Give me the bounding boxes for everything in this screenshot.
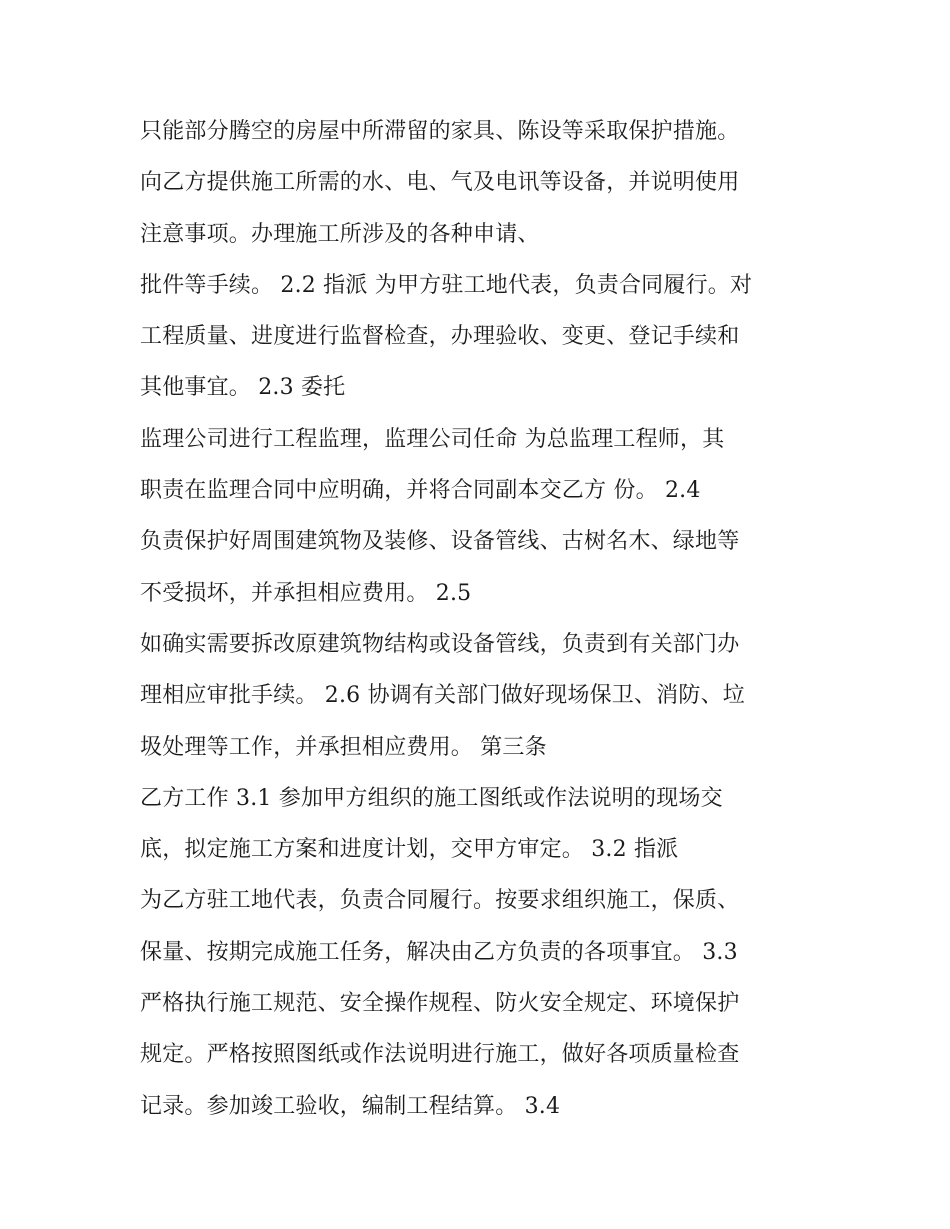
text-line: 向乙方提供施工所需的水、电、气及电讯等设备，并说明使用 (140, 170, 740, 196)
text-line: 其他事宜。 2.3 委托 (140, 375, 346, 401)
text-line: 负责保护好周围建筑物及装修、设备管线、古树名木、绿地等 (140, 529, 740, 555)
text-line: 只能部分腾空的房屋中所滞留的家具、陈设等采取保护措施。 (140, 119, 740, 144)
text-line: 为乙方驻工地代表，负责合同履行。按要求组织施工，保质、 (140, 888, 740, 914)
text-line: 注意事项。办理施工所涉及的各种申请、 (140, 221, 540, 247)
text-line: 批件等手续。 2.2 指派 为甲方驻工地代表，负责合同履行。对 (140, 272, 753, 298)
text-line: 严格执行施工规范、安全操作规程、防火安全规定、环境保护 (140, 991, 740, 1017)
text-line: 不受损坏，并承担相应费用。 2.5 (140, 580, 472, 606)
text-line: 工程质量、进度进行监督检查，办理验收、变更、登记手续和 (140, 324, 740, 350)
text-line: 监理公司进行工程监理，监理公司任命 为总监理工程师，其 (140, 426, 725, 452)
text-line: 理相应审批手续。 2.6 协调有关部门做好现场保卫、消防、垃 (140, 683, 745, 709)
text-line: 保量、按期完成施工任务，解决由乙方负责的各项事宜。 3.3 (140, 939, 738, 965)
text-line: 底，拟定施工方案和进度计划，交甲方审定。 3.2 指派 (140, 837, 679, 863)
text-line: 规定。严格按照图纸或作法说明进行施工，做好各项质量检查 (140, 1042, 740, 1068)
text-line: 乙方工作 3.1 参加甲方组织的施工图纸或作法说明的现场交 (140, 785, 723, 811)
contract-text-body (140, 106, 830, 1132)
text-line: 职责在监理合同中应明确，并将合同副本交乙方 份。 2.4 (140, 478, 701, 504)
text-line: 圾处理等工作，并承担相应费用。 第三条 (140, 734, 547, 760)
text-line: 记录。参加竣工验收，编制工程结算。 3.4 (140, 1093, 561, 1119)
text-line: 如确实需要拆改原建筑物结构或设备管线，负责到有关部门办 (140, 631, 740, 657)
